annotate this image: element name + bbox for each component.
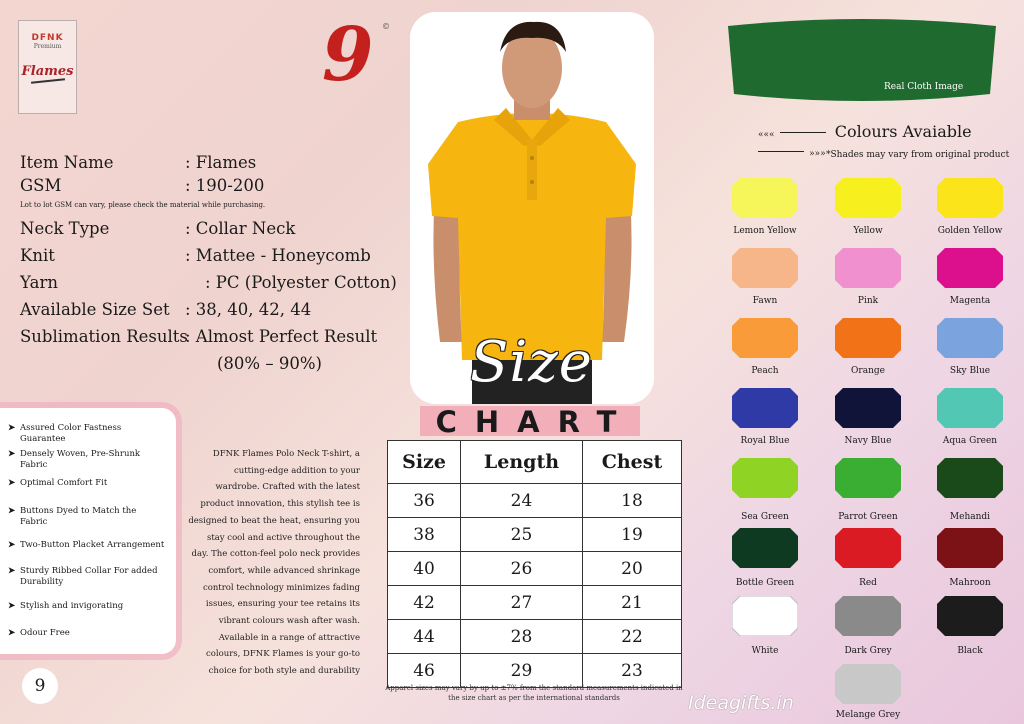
colour-swatch-label: Orange [851, 366, 885, 376]
colour-swatch [937, 248, 1003, 288]
colour-swatch-label: Lemon Yellow [733, 226, 797, 236]
chest-column-header: Chest [582, 441, 681, 484]
colour-swatch [835, 248, 901, 288]
chest-cell: 20 [582, 552, 681, 586]
length-cell: 25 [461, 518, 583, 552]
arrow-icon: ➤ [8, 628, 16, 638]
arrow-icon: ➤ [8, 566, 16, 576]
arrow-icon: ➤ [8, 423, 16, 433]
right-arrow-icon: »»» [809, 149, 826, 159]
table-row [388, 586, 682, 620]
arrow-icon: ➤ [8, 601, 16, 611]
length-cell: 26 [461, 552, 583, 586]
colour-swatch [937, 178, 1003, 218]
size-cell: 40 [388, 552, 461, 586]
divider [758, 151, 804, 152]
length-cell: 29 [461, 654, 583, 688]
spec-label: Available Size Set [20, 300, 170, 319]
colour-swatch [937, 388, 1003, 428]
length-cell: 28 [461, 620, 583, 654]
spec-value: : 38, 40, 42, 44 [185, 300, 312, 319]
colour-swatch-label: Navy Blue [844, 436, 892, 446]
shade-note: *Shades may vary from original product [826, 150, 1010, 160]
colour-swatch [835, 318, 901, 358]
spec-label: Yarn [20, 273, 58, 292]
chest-cell: 18 [582, 484, 681, 518]
cloth-label: Real Cloth Image [884, 82, 964, 92]
size-chart-title: CHART [420, 406, 640, 436]
spec-value: : PC (Polyester Cotton) [205, 273, 397, 292]
colour-swatch [937, 318, 1003, 358]
chest-cell: 19 [582, 518, 681, 552]
size-cell: 46 [388, 654, 461, 688]
feature-item: ➤ Sturdy Ribbed Collar For added Durability [8, 566, 158, 587]
feature-item: ➤ Buttons Dyed to Match the Fabric [8, 506, 137, 527]
colour-swatch [835, 596, 901, 636]
arrow-icon: ➤ [8, 506, 16, 516]
colour-swatch-label: Magenta [949, 296, 991, 306]
feature-item: ➤ Odour Free [8, 628, 70, 638]
logo-text: DFNK [31, 33, 64, 43]
length-cell: 24 [461, 484, 583, 518]
length-cell: 27 [461, 586, 583, 620]
colour-swatch-label: Mehandi [949, 512, 991, 522]
table-row [388, 552, 682, 586]
size-cell: 38 [388, 518, 461, 552]
brand-mark: 9 [322, 12, 374, 98]
colour-swatch-label: Pink [857, 296, 879, 306]
feature-item: ➤ Assured Color Fastness Guarantee [8, 423, 122, 444]
chest-cell: 21 [582, 586, 681, 620]
colour-swatch [732, 528, 798, 568]
colour-swatch [937, 596, 1003, 636]
size-cell: 44 [388, 620, 461, 654]
logo-subtext: Premium [33, 43, 62, 50]
spec-value: : Almost Perfect Result [185, 327, 378, 346]
size-cell: 42 [388, 586, 461, 620]
spec-value: : Flames [185, 153, 257, 172]
colour-swatch [937, 528, 1003, 568]
colour-swatch-label: Aqua Green [942, 436, 998, 446]
colour-swatch-label: White [751, 646, 779, 656]
features-card [0, 408, 176, 654]
registered-mark: © [382, 22, 390, 31]
size-cell: 36 [388, 484, 461, 518]
colour-swatch [732, 388, 798, 428]
left-arrow-icon: ««« [758, 130, 775, 140]
feature-item: ➤ Optimal Comfort Fit [8, 478, 108, 488]
colour-swatch-label: Melange Grey [835, 710, 901, 720]
feature-item: ➤ Densely Woven, Pre-Shrunk Fabric [8, 449, 141, 470]
feature-item: ➤ Two-Button Placket Arrangement [8, 540, 165, 550]
colour-swatch [835, 178, 901, 218]
chest-cell: 22 [582, 620, 681, 654]
size-chart-script-word: Size [470, 330, 593, 395]
page-number: 9 [22, 668, 58, 704]
colour-swatch [732, 596, 798, 636]
size-chart-table [387, 440, 682, 688]
table-row [388, 620, 682, 654]
colour-swatch-label: Peach [751, 366, 779, 376]
colour-swatch [732, 458, 798, 498]
colour-swatch-label: Golden Yellow [937, 226, 1003, 236]
website-watermark: Ideagifts.in [688, 692, 794, 714]
logo-swoosh [30, 78, 64, 84]
colour-swatch-label: Sky Blue [949, 366, 991, 376]
table-row [388, 484, 682, 518]
colour-swatch-label: Mahroon [949, 578, 991, 588]
gsm-note: Lot to lot GSM can vary, please check the material while purchasing. [20, 201, 266, 209]
colour-swatch-label: Red [859, 578, 877, 588]
spec-extra: (80% – 90%) [217, 354, 322, 373]
colour-swatch-label: Fawn [752, 296, 778, 306]
colour-swatch [835, 388, 901, 428]
spec-value: : Mattee - Honeycomb [185, 246, 371, 265]
logo-line: Flames [21, 64, 74, 79]
colour-swatch-label: Parrot Green [838, 512, 898, 522]
length-column-header: Length [461, 441, 583, 484]
size-chart-header-row [388, 441, 682, 484]
colour-swatch [732, 178, 798, 218]
spec-value: : 190-200 [185, 176, 265, 195]
colour-swatch-label: Yellow [853, 226, 883, 236]
chest-cell: 23 [582, 654, 681, 688]
size-disclaimer: Apparel sizes may vary by up to ±7% from the standard measurements indicated in the size chart as per the international standards [385, 684, 683, 702]
colours-title: Colours Avaiable [834, 122, 972, 141]
product-description: DFNK Flames Polo Neck T-shirt, a cutting-edge addition to your wardrobe. Crafted with the latest product innovation, this stylish tee is designed to beat the heat, ensuring you stay cool and active throughout the day. The cotton-feel polo neck provides comfort, while advanced shrinkage control technology minimizes fading issues, ensuring your tee retains its vibrant colours wash after wash. Available in a range of attractive colours, DFNK Flames is your go-to choice for both style and durability [188, 449, 360, 677]
colour-swatch [835, 664, 901, 704]
table-row [388, 518, 682, 552]
colour-swatch [937, 458, 1003, 498]
arrow-icon: ➤ [8, 540, 16, 550]
divider [780, 132, 826, 133]
colour-swatch [835, 458, 901, 498]
colour-swatch [732, 248, 798, 288]
spec-label: Sublimation Results [20, 327, 188, 346]
colour-swatch-label: Sea Green [741, 512, 789, 522]
colour-swatch-label: Bottle Green [735, 578, 795, 588]
arrow-icon: ➤ [8, 449, 16, 459]
spec-value: : Collar Neck [185, 219, 296, 238]
colour-swatch-label: Royal Blue [740, 436, 790, 446]
spec-label: Knit [20, 246, 55, 265]
arrow-icon: ➤ [8, 478, 16, 488]
spec-label: Neck Type [20, 219, 110, 238]
feature-item: ➤ Stylish and invigorating [8, 601, 124, 611]
colour-swatch-label: Dark Grey [844, 646, 892, 656]
size-column-header: Size [388, 441, 461, 484]
brand-logo [18, 20, 77, 114]
colour-swatch [732, 318, 798, 358]
spec-label: GSM [20, 176, 62, 195]
spec-label: Item Name [20, 153, 114, 172]
colour-swatch [835, 528, 901, 568]
colour-swatch-label: Black [957, 646, 983, 656]
